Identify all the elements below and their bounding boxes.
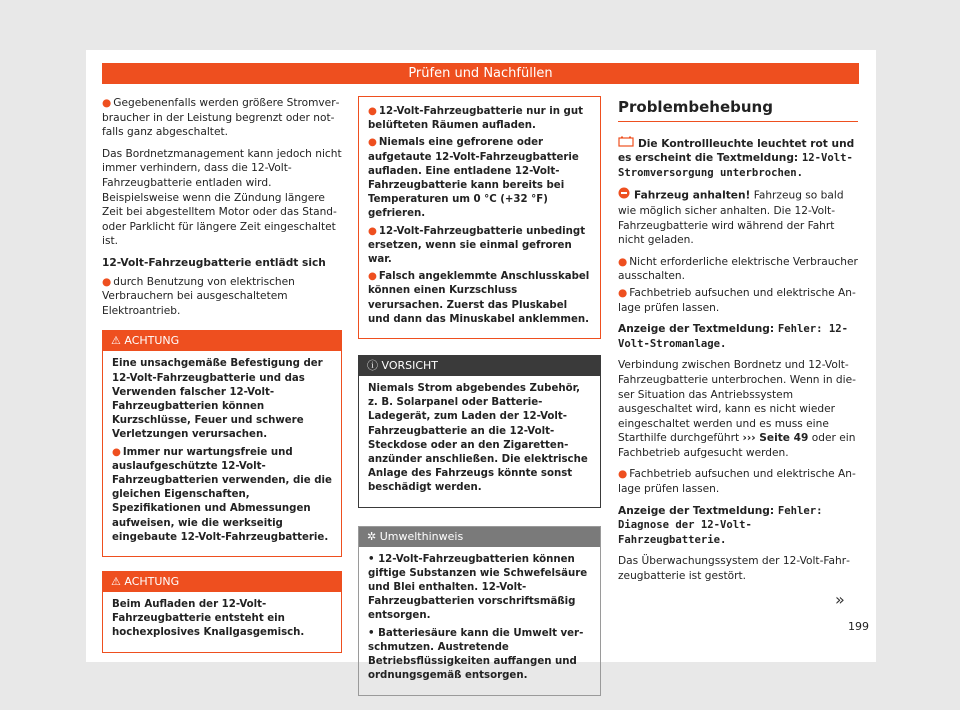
paragraph	[102, 275, 342, 319]
list-item	[368, 136, 591, 221]
page-link[interactable]: ››› Seite 49	[742, 432, 809, 445]
bullet-icon: ●	[102, 97, 112, 109]
bullet-icon: ●	[618, 468, 628, 481]
paragraph: Das Bordnetzmanagement kann jedoch nicht immer verhindern, dass die 12-Volt-Fahrzeugbatterie entladen wird. Beispielsweise wenn die Zündung längere Zeit bei abgestelltem Motor oder das Stand- oder Parklicht für längere Zeit eingeschaltet ist.	[102, 147, 342, 248]
list-item	[368, 225, 591, 268]
text: durch Benutzung von elektrischen Verbrauchern bei ausgeschaltetem Elektroantrieb.	[102, 275, 295, 317]
text: Anzeige der Textmeldung:	[618, 504, 775, 517]
next-page-marker: »	[835, 590, 845, 609]
subheading	[618, 136, 858, 181]
caution-text: Niemals Strom abgebendes Zubehör, z. B. Solarpanel oder Batterie-Ladegerät, zum Laden der 12-Volt-Fahrzeugbatterie an die 12-Volt-Steckdose oder an den Zigarettenanzünder anschließen. Die elektrische Anlage des Fahrzeugs könnte sonst beschädigt werden.	[368, 383, 588, 494]
warning-icon: ⚠	[111, 334, 125, 348]
warning-text: Beim Aufladen der 12-Volt-Fahrzeugbatterie entsteht ein hochexplosives Knallgasgemisch.	[112, 598, 305, 639]
section-title: Problembehebung	[618, 100, 858, 122]
warning-box	[102, 330, 342, 557]
text: Fachbetrieb aufsuchen und elektrische Anlage prüfen lassen.	[618, 468, 856, 496]
text: 12-Volt-Fahrzeugbatterien können giftige Substanzen wie Schwefelsäure und Blei enthalten. 12-Volt-Fahrzeugbatterien vorschriftsmäßig entsorgen.	[368, 553, 588, 622]
warning-header	[103, 572, 341, 592]
warning-header	[103, 331, 341, 351]
environment-box	[358, 526, 601, 696]
text: Fachbetrieb aufsuchen und elektrische Anlage prüfen lassen.	[618, 286, 856, 314]
warning-body	[103, 592, 341, 652]
warning-text: Eine unsachgemäße Befestigung der 12-Volt-Fahrzeugbatterie und das Verwenden falscher 12-Volt-Fahrzeugbatterien können Kurzschlüsse, Feuer und schwere Verletzungen verursachen.	[112, 358, 323, 441]
list-item	[618, 255, 858, 284]
paragraph	[102, 96, 342, 140]
warning-icon: ⚠	[111, 574, 125, 588]
paragraph	[618, 187, 858, 247]
text: Batteriesäure kann die Umwelt verschmutzen. Austretende Betriebsflüssigkeiten auffangen und ordnungsgemäß entsorgen.	[368, 627, 584, 682]
text: 12-Volt-Fahrzeugbatterie unbedingt ersetzen, wenn sie einmal gefroren war.	[368, 225, 586, 266]
subheading	[618, 322, 858, 351]
warning-body	[359, 97, 600, 338]
list-item	[368, 105, 591, 133]
text: Nicht erforderliche elektrische Verbraucher ausschalten.	[618, 255, 858, 283]
bullet-icon: ●	[618, 286, 628, 299]
text: Anzeige der Textmeldung:	[618, 323, 775, 336]
text: Verbindung zwischen Bordnetz und 12-Volt-Fahrzeugbatterie unterbrochen. Wenn in dieser Situation das Antriebssystem ausgeschaltet wird, kann es nicht wieder eingeschaltet werden und es muss eine Starthilfe durchgeführt	[618, 359, 856, 445]
bullet-icon: ●	[368, 106, 377, 117]
column-1	[102, 96, 342, 667]
text: 12-Volt-Fahrzeugbatterie nur in gut belüfteten Räumen aufladen.	[368, 106, 583, 132]
message-code: Fehler: 12-Volt-Stromanlage.	[618, 323, 848, 350]
text: oder ein Fachbetrieb aufgesucht werden.	[618, 432, 856, 459]
text: Fahrzeug anhalten!	[634, 189, 751, 202]
paragraph: Das Überwachungssystem der 12-Volt-Fahrzeugbatterie ist gestört.	[618, 555, 850, 583]
warning-title: ACHTUNG	[124, 334, 180, 348]
text: Die Kontrollleuchte leuchtet rot und es erscheint die Textmeldung:	[618, 137, 855, 165]
text: Immer nur wartungsfreie und auslaufgeschützte 12-Volt-Fahrzeugbatterien verwenden, die die gleichen Eigenschaften, Spezifikationen und Abmessungen aufweisen, wie die werkseitig eingebaute 12-Volt-Fahrzeugbatterie.	[112, 446, 332, 543]
list-item	[368, 270, 591, 327]
caution-box	[358, 355, 601, 508]
environment-title: Umwelthinweis	[379, 529, 464, 543]
caution-body	[359, 376, 600, 507]
list-item	[618, 286, 858, 315]
page-header: Prüfen und Nachfüllen	[102, 63, 859, 84]
section-heading: 12-Volt-Fahrzeugbatterie entlädt sich	[102, 256, 326, 269]
bullet-icon: ●	[368, 137, 377, 149]
text: Gegebenenfalls werden größere Stromverbraucher in der Leistung begrenzt oder notfalls ganz abgeschaltet.	[102, 97, 340, 139]
environment-icon: ✲	[367, 529, 380, 543]
warning-text	[112, 446, 332, 545]
warning-body	[103, 351, 341, 556]
bullet-icon: ●	[112, 446, 121, 458]
text: Fahrzeug so bald wie möglich sicher anhalten. Die 12-Volt-Fahrzeugbatterie wird während der Fahrt nicht geladen.	[618, 189, 844, 247]
caution-header	[359, 356, 600, 376]
list-item: • 12-Volt-Fahrzeugbatterien können giftige Substanzen wie Schwefelsäure und Blei enthalten. 12-Volt-Fahrzeugbatterien vorschriftsmäßig entsorgen.	[368, 553, 588, 622]
info-circle-icon: ⓘ	[367, 359, 382, 373]
caution-title: VORSICHT	[381, 359, 439, 373]
column-2	[358, 96, 601, 710]
warning-continued-box	[358, 96, 601, 339]
environment-header	[359, 527, 600, 547]
paragraph	[618, 358, 858, 460]
battery-icon	[618, 136, 634, 152]
list-item: • Batteriesäure kann die Umwelt verschmutzen. Austretende Betriebsflüssigkeiten auffangen und ordnungsgemäß entsorgen.	[368, 627, 584, 682]
warning-box	[102, 571, 342, 653]
bullet-icon: ●	[368, 225, 377, 237]
bullet-icon: ●	[368, 271, 377, 283]
message-code: 12-Volt-Stromversorgung unterbrochen.	[618, 152, 853, 179]
message-code: Fehler: Diagnose der 12-Volt-Fahrzeugbatterie.	[618, 504, 823, 546]
stop-icon	[618, 187, 630, 204]
warning-title: ACHTUNG	[124, 574, 180, 588]
text: Falsch angeklemmte Anschlusskabel können einen Kurzschluss verursachen. Zuerst das Pluskabel und dann das Minuskabel anklemmen.	[368, 271, 590, 325]
subheading	[618, 504, 858, 548]
bullet-icon: ●	[102, 275, 112, 288]
environment-body	[359, 547, 600, 695]
list-item	[618, 467, 858, 496]
column-3	[618, 96, 858, 591]
page-number: 199	[848, 620, 869, 633]
bullet-icon: ●	[618, 255, 628, 268]
text: Niemals eine gefrorene oder aufgetaute 12-Volt-Fahrzeugbatterie aufladen. Eine entladene 12-Volt-Fahrzeugbatterie kann bereits bei Temperaturen um 0 °C (+32 °F) gefrieren.	[368, 137, 579, 220]
